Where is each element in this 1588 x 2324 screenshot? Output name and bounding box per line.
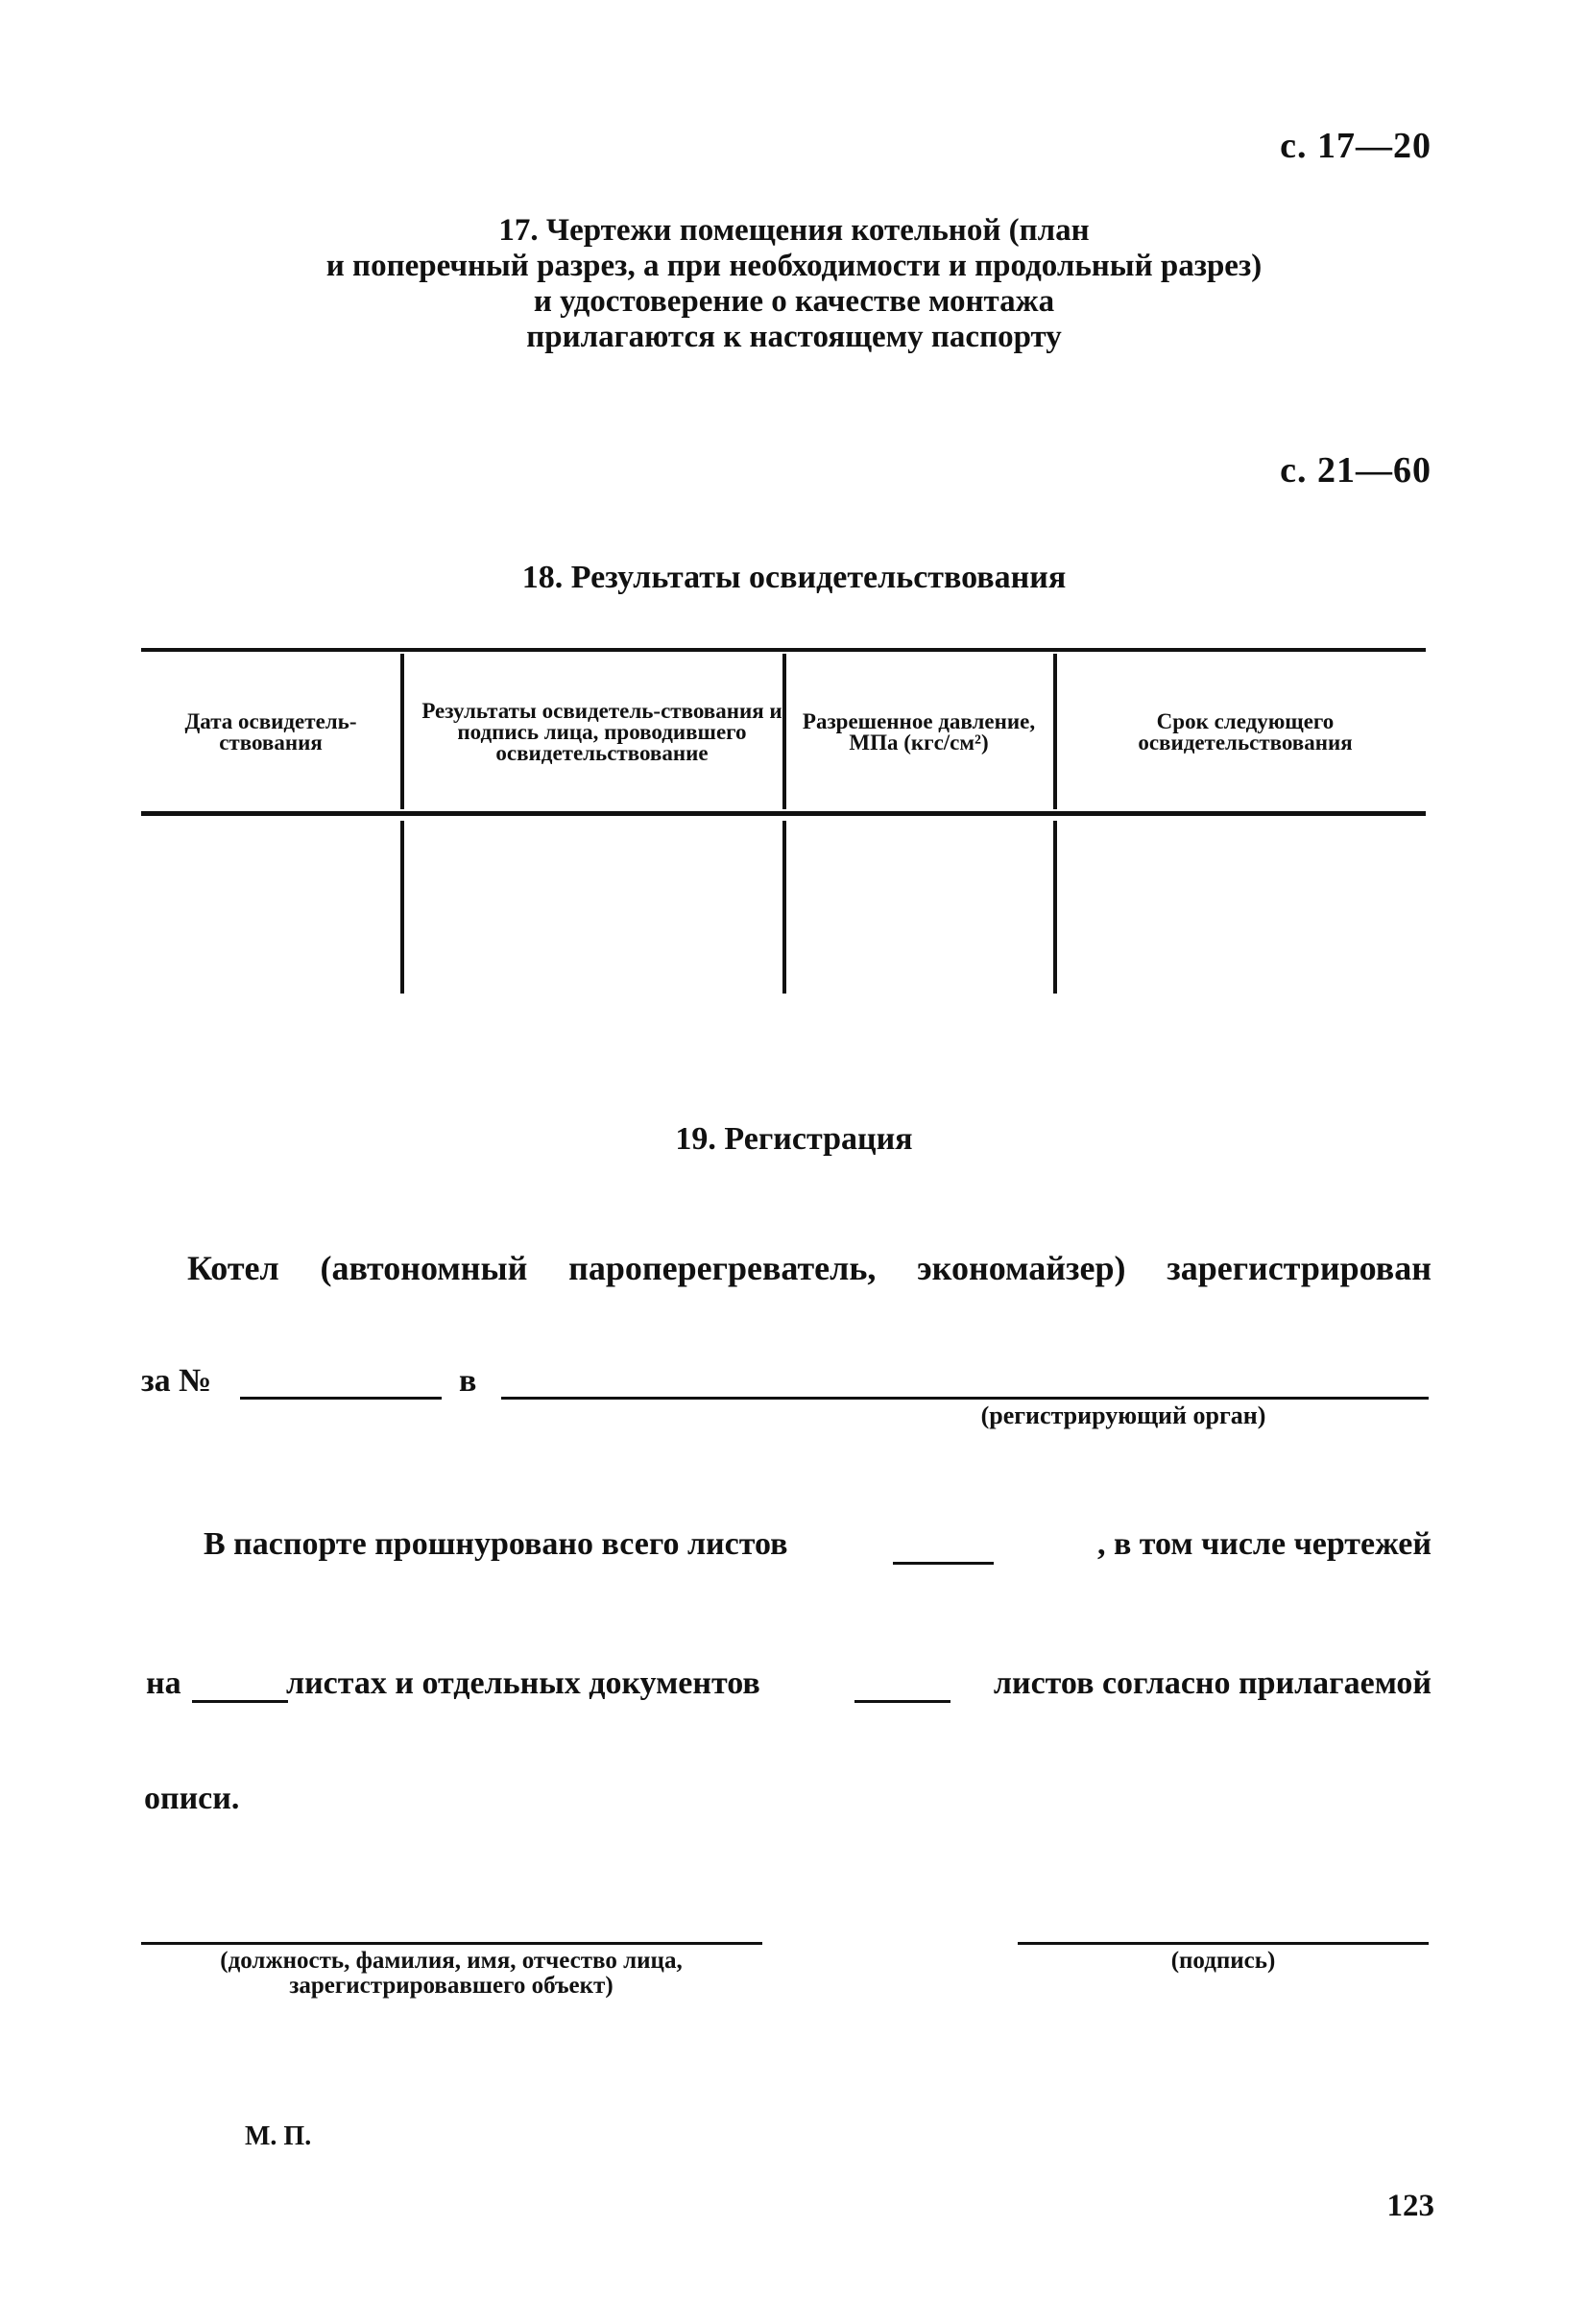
registration-statement — [187, 1248, 1432, 1288]
person-caption — [134, 1949, 768, 1999]
person-name-field[interactable] — [141, 1942, 762, 1945]
column-header-pressure: Разрешенное давление, МПа (кгс/см²) — [802, 709, 1036, 755]
column-header-date: Дата освидетель-ствования — [184, 709, 357, 755]
page-number: 123 — [1386, 2189, 1434, 2223]
column-divider — [400, 821, 404, 994]
section-17-line-4: прилагаются к настоящему паспорту — [526, 320, 1062, 354]
page-ref-top: с. 17—20 — [1280, 126, 1432, 166]
column-divider — [400, 654, 404, 809]
registration-number-label: за № — [141, 1363, 212, 1399]
stamp-place-label: М. П. — [245, 2121, 312, 2151]
section-17-heading — [0, 213, 1588, 355]
sheets-on-label: на — [146, 1665, 181, 1701]
inspection-results-table — [141, 648, 1426, 1022]
statement-word: Котел — [187, 1249, 279, 1287]
column-header-results: Результаты освидетель-ствования и подпись лица, проводившего освидетельствование — [421, 699, 782, 765]
registration-in-label: в — [459, 1363, 477, 1399]
signature-field[interactable] — [1018, 1942, 1429, 1945]
table-header-rule — [141, 811, 1426, 816]
section-19-title: 19. Регистрация — [675, 1121, 913, 1157]
statement-word: пароперегреватель, — [568, 1249, 877, 1287]
registering-authority-caption: (регистрирующий орган) — [980, 1402, 1266, 1429]
sheets-drawings-label: , в том числе чертежей — [1096, 1526, 1432, 1562]
column-divider — [782, 654, 786, 809]
person-caption-line-2: зарегистрировавшего объект) — [289, 1973, 614, 1999]
statement-word: зарегистрирован — [1167, 1249, 1432, 1287]
sheets-total-label: В паспорте прошнуровано всего листов — [204, 1526, 788, 1562]
section-17-line-2: и поперечный разрез, а при необходимости и продольный разрез) — [325, 249, 1263, 283]
registration-number-field[interactable] — [240, 1397, 442, 1400]
column-header-next-inspection: Срок следующего освидетельствования — [1138, 709, 1353, 755]
page-ref-mid: с. 21—60 — [1280, 450, 1432, 491]
section-17-line-1: 17. Чертежи помещения котельной (план — [498, 213, 1090, 248]
inventory-word: описи. — [144, 1781, 240, 1816]
person-caption-line-1: (должность, фамилия, имя, отчество лица, — [220, 1948, 683, 1974]
column-divider — [1053, 654, 1057, 809]
column-divider — [1053, 821, 1057, 994]
drawing-sheets-field[interactable] — [192, 1700, 288, 1703]
document-sheets-field[interactable] — [854, 1700, 950, 1703]
sheets-total-field[interactable] — [893, 1562, 994, 1565]
signature-caption: (подпись) — [1170, 1948, 1276, 1974]
table-top-rule — [141, 648, 1426, 652]
sheets-inventory-label: листов согласно прилагаемой — [993, 1665, 1432, 1701]
column-divider — [782, 821, 786, 994]
statement-word: (автономный — [320, 1249, 528, 1287]
registering-authority-field[interactable] — [501, 1397, 1429, 1400]
sheets-documents-label: листах и отдельных документов — [286, 1665, 760, 1701]
section-18-title: 18. Результаты освидетельствования — [521, 560, 1067, 595]
section-17-line-3: и удостоверение о качестве монтажа — [533, 284, 1055, 319]
statement-word: экономайзер) — [917, 1249, 1126, 1287]
